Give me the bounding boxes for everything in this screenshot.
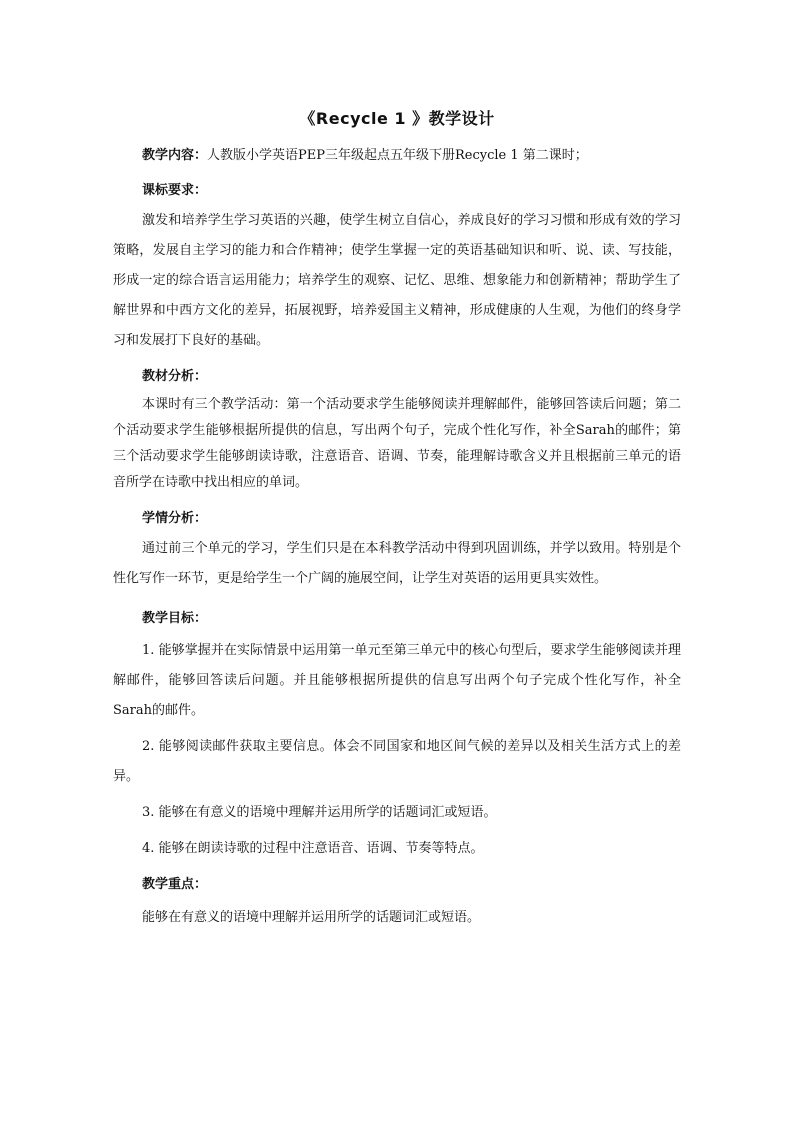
curriculum-heading: 课标要求： [142, 183, 208, 198]
goal-item: 1. 能够掌握并在实际情景中运用第一单元至第三单元中的核心句型后，要求学生能够阅读并理解邮件，能够回答读后问题。并且能够根据所提供的信息写出两个句子完成个性化写作，补全Sarah的邮件。 [113, 643, 681, 718]
goal-item: 3. 能够在有意义的语境中理解并运用所学的话题词汇或短语。 [142, 805, 497, 820]
goal-item: 4. 能够在朗读诗歌的过程中注意语音、语调、节奏等特点。 [142, 841, 484, 856]
textbook-heading: 教材分析： [142, 369, 208, 384]
document-page [113, 104, 681, 933]
key-points-heading: 教学重点： [142, 877, 208, 892]
content-text: 人教版小学英语PEP三年级起点五年级下册Recycle 1 第二课时； [207, 148, 588, 163]
content-label: 教学内容： [142, 148, 208, 163]
document-title: 《Recycle 1 》教学设计 [299, 109, 495, 128]
goals-heading: 教学目标： [142, 611, 208, 626]
textbook-paragraph: 本课时有三个教学活动：第一个活动要求学生能够阅读并理解邮件，能够回答读后问题；第二个活动要求学生能够根据所提供的信息，写出两个句子，完成个性化写作，补全Sarah的邮件；第三个活动要求学生能够朗读诗歌，注意语音、语调、节奏，能理解诗歌含义并且根据前三单元的语音所学在诗歌中找出相应的单词。 [113, 397, 681, 490]
students-heading: 学情分析： [142, 511, 208, 526]
students-paragraph: 通过前三个单元的学习，学生们只是在本科教学活动中得到巩固训练，并学以致用。特别是个性化写作一环节，更是给学生一个广阔的施展空间，让学生对英语的运用更具实效性。 [113, 541, 681, 586]
content-row [113, 145, 681, 166]
goal-item: 2. 能够阅读邮件获取主要信息。体会不同国家和地区间气候的差异以及相关生活方式上的差异。 [113, 739, 681, 784]
key-points-paragraph: 能够在有意义的语境中理解并运用所学的话题词汇或短语。 [142, 910, 481, 925]
curriculum-paragraph: 激发和培养学生学习英语的兴趣，使学生树立自信心，养成良好的学习习惯和形成有效的学习策略，发展自主学习的能力和合作精神；使学生掌握一定的英语基础知识和听、说、读、写技能，形成一定的综合语言运用能力；培养学生的观察、记忆、思维、想象能力和创新精神；帮助学生了解世界和中西方文化的差异，拓展视野，培养爱国主义精神，形成健康的人生观，为他们的终身学习和发展打下良好的基础。 [113, 213, 681, 348]
